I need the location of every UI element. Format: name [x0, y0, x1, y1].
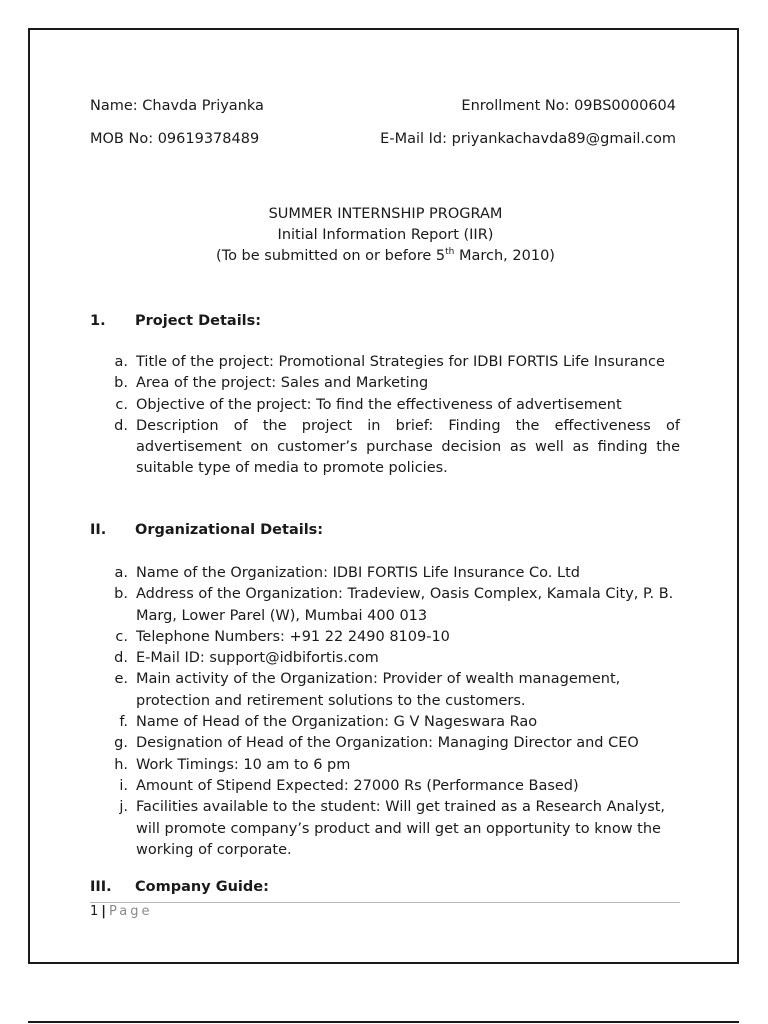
list-item: e. Main activity of the Organization: Provider of wealth management, protection and retirement solutions to the customers.	[114, 671, 621, 709]
list-item: f. Name of Head of the Organization: G V Nageswara Rao	[119, 714, 538, 731]
section-2-number: II.	[90, 522, 107, 538]
list-item: d. E-Mail ID: support@idbifortis.com	[114, 650, 379, 667]
section-2-heading	[90, 522, 323, 538]
list-item: j. Facilities available to the student: Will get trained as a Research Analyst, will promote company’s product and will get an opportunity to know the working of corporate.	[119, 799, 666, 858]
enrollment-number: Enrollment No: 09BS0000604	[461, 98, 676, 114]
section-1-number: 1.	[90, 313, 106, 329]
mobile-number: MOB No: 09619378489	[90, 131, 260, 147]
next-page-edge	[28, 1021, 739, 1023]
title-line-3: (To be submitted on or before 5th March, 2010)	[216, 247, 555, 264]
title-line-1: SUMMER INTERNSHIP PROGRAM	[268, 206, 503, 222]
list-item: b. Address of the Organization: Tradeview, Oasis Complex, Kamala City, P. B. Marg, Lower Parel (W), Mumbai 400 013	[114, 586, 674, 624]
document-page	[28, 28, 739, 964]
list-item: d. Description of the project in brief: Finding the effectiveness of advertisement on customer’s purchase decision as well as finding the suitable type of media to promote policies.	[114, 417, 680, 477]
footer-separator: |	[101, 904, 107, 919]
list-item: a. Name of the Organization: IDBI FORTIS Life Insurance Co. Ltd	[114, 565, 580, 581]
page-number: 1	[90, 904, 99, 919]
list-item: i. Amount of Stipend Expected: 27000 Rs (Performance Based)	[119, 777, 579, 794]
organizational-details-list	[90, 563, 680, 861]
list-item: c. Telephone Numbers: +91 22 2490 8109-10	[115, 628, 450, 645]
page-label: Page	[109, 904, 153, 919]
section-2-title: Organizational Details:	[135, 522, 324, 538]
section-3-heading	[90, 879, 269, 895]
title-line-2: Initial Information Report (IIR)	[277, 227, 494, 243]
section-1-heading	[90, 313, 261, 329]
header-row-2	[90, 131, 676, 147]
section-3-title: Company Guide:	[135, 879, 269, 895]
list-item: c. Objective of the project: To find the effectiveness of advertisement	[115, 396, 622, 413]
list-item: b. Area of the project: Sales and Marketing	[114, 375, 429, 392]
student-name: Name: Chavda Priyanka	[90, 98, 264, 114]
list-item: a. Title of the project: Promotional Strategies for IDBI FORTIS Life Insurance	[114, 354, 665, 370]
list-item: g. Designation of Head of the Organization: Managing Director and CEO	[114, 735, 639, 752]
page-footer	[90, 902, 680, 919]
list-item: h. Work Timings: 10 am to 6 pm	[114, 756, 351, 773]
section-3-number: III.	[90, 879, 112, 895]
email-id: E-Mail Id: priyankachavda89@gmail.com	[380, 131, 676, 147]
project-details-list	[90, 352, 680, 480]
header-row-1	[90, 98, 676, 114]
section-1-title: Project Details:	[135, 313, 262, 329]
